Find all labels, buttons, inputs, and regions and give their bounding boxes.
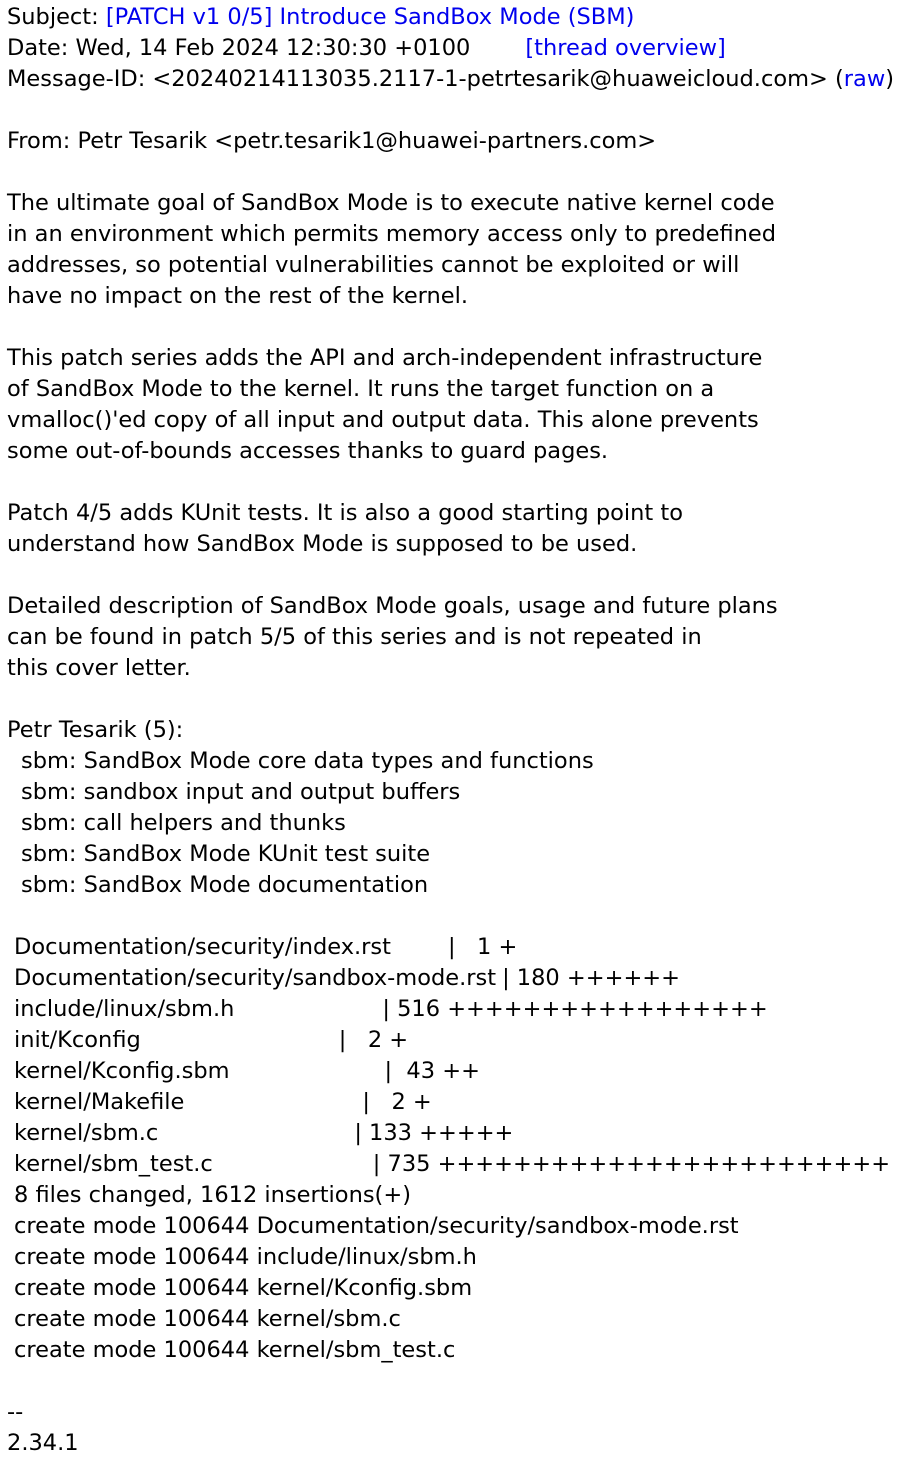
create-mode-line: create mode 100644 Documentation/security/sandbox-mode.rst xyxy=(14,1213,739,1239)
diffstat-bar: | 1 + xyxy=(447,934,518,960)
diffstat-row xyxy=(7,1056,909,1087)
raw-link[interactable]: raw xyxy=(843,66,886,92)
create-mode-line: create mode 100644 kernel/sbm.c xyxy=(14,1306,401,1332)
body-line: The ultimate goal of SandBox Mode is to execute native kernel code xyxy=(7,190,775,216)
shortlog-author: Petr Tesarik (5): xyxy=(7,717,184,743)
diffstat-bar: | 516 +++++++++++++++++ xyxy=(382,996,768,1022)
diffstat-row xyxy=(7,963,909,994)
body-line: Patch 4/5 adds KUnit tests. It is also a good starting point to xyxy=(7,500,683,526)
diffstat-path: kernel/sbm_test.c xyxy=(14,1151,213,1177)
diffstat-bar: | 43 ++ xyxy=(384,1058,480,1084)
thread-overview-link[interactable]: [thread overview] xyxy=(525,35,726,61)
spacer xyxy=(7,684,909,715)
diffstat-row xyxy=(7,932,909,963)
body-line: some out-of-bounds accesses thanks to guard pages. xyxy=(7,438,609,464)
diffstat-row xyxy=(7,1149,909,1180)
diffstat-path: Documentation/security/sandbox-mode.rst xyxy=(14,965,497,991)
diffstat-bar: | 180 ++++++ xyxy=(502,965,681,991)
message-id-text: Message-ID: <20240214113035.2117-1-petrtesarik@huaweicloud.com> xyxy=(7,66,828,92)
body-line: have no impact on the rest of the kernel. xyxy=(7,283,469,309)
diffstat-row xyxy=(7,1118,909,1149)
body-line: Detailed description of SandBox Mode goals, usage and future plans xyxy=(7,593,778,619)
diffstat-path: kernel/Kconfig.sbm xyxy=(14,1058,230,1084)
from-line: From: Petr Tesarik <petr.tesarik1@huawei-partners.com> xyxy=(7,128,657,154)
subject-label: Subject: xyxy=(7,4,106,30)
git-version: 2.34.1 xyxy=(7,1430,79,1456)
spacer xyxy=(7,157,909,188)
spacer xyxy=(7,95,909,126)
subject-link[interactable]: [PATCH v1 0/5] Introduce SandBox Mode (SBM) xyxy=(105,4,635,30)
diffstat-bar: | 735 ++++++++++++++++++++++++ xyxy=(372,1151,891,1177)
diffstat-summary: 8 files changed, 1612 insertions(+) xyxy=(14,1182,411,1208)
spacer xyxy=(7,467,909,498)
spacer xyxy=(7,312,909,343)
spacer xyxy=(7,1366,909,1397)
date-text: Date: Wed, 14 Feb 2024 12:30:30 +0100 xyxy=(7,35,471,61)
spacer xyxy=(7,560,909,591)
diffstat-bar: | 133 +++++ xyxy=(354,1120,514,1146)
diffstat-row xyxy=(7,1087,909,1118)
body-line: in an environment which permits memory access only to predefined xyxy=(7,221,777,247)
shortlog-entry: sbm: SandBox Mode core data types and functions xyxy=(21,748,594,774)
shortlog-entry: sbm: sandbox input and output buffers xyxy=(21,779,461,805)
body-line: can be found in patch 5/5 of this series and is not repeated in xyxy=(7,624,702,650)
diffstat-bar: | 2 + xyxy=(338,1027,409,1053)
body-line: of SandBox Mode to the kernel. It runs the target function on a xyxy=(7,376,715,402)
subject-line xyxy=(7,2,909,33)
diffstat-path: init/Kconfig xyxy=(14,1027,141,1053)
diffstat-path: Documentation/security/index.rst xyxy=(14,934,391,960)
diffstat-path: include/linux/sbm.h xyxy=(14,996,235,1022)
body-line: vmalloc()'ed copy of all input and output data. This alone prevents xyxy=(7,407,759,433)
shortlog-entry: sbm: SandBox Mode KUnit test suite xyxy=(21,841,431,867)
diffstat-row xyxy=(7,1025,909,1056)
diffstat-bar: | 2 + xyxy=(362,1089,432,1115)
create-mode-line: create mode 100644 kernel/sbm_test.c xyxy=(14,1337,456,1363)
diffstat-path: kernel/sbm.c xyxy=(14,1120,159,1146)
raw-close-paren: ) xyxy=(885,66,895,92)
signature-separator: -- xyxy=(7,1399,24,1425)
date-line xyxy=(7,33,909,64)
body-line: understand how SandBox Mode is supposed to be used. xyxy=(7,531,638,557)
body-line: addresses, so potential vulnerabilities cannot be exploited or will xyxy=(7,252,740,278)
raw-open-paren: ( xyxy=(827,66,844,92)
spacer xyxy=(7,901,909,932)
create-mode-line: create mode 100644 kernel/Kconfig.sbm xyxy=(14,1275,473,1301)
diffstat-path: kernel/Makefile xyxy=(14,1089,185,1115)
diffstat-row xyxy=(7,994,909,1025)
body-line: This patch series adds the API and arch-independent infrastructure xyxy=(7,345,763,371)
shortlog-entry: sbm: SandBox Mode documentation xyxy=(21,872,429,898)
body-line: this cover letter. xyxy=(7,655,191,681)
shortlog-entry: sbm: call helpers and thunks xyxy=(21,810,346,836)
create-mode-line: create mode 100644 include/linux/sbm.h xyxy=(14,1244,477,1270)
message-id-line xyxy=(7,64,909,95)
